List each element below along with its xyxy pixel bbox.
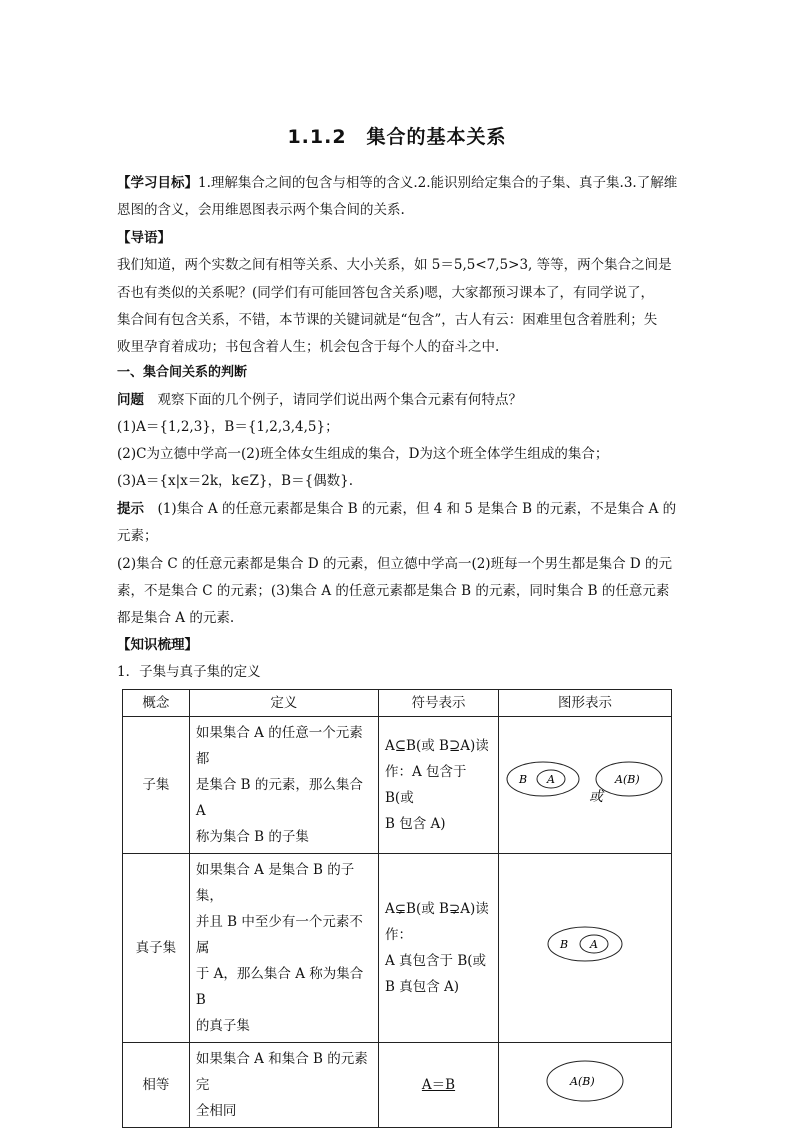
learning-goals-label: 【学习目标】	[117, 175, 198, 191]
concept-cell: 真子集	[123, 854, 190, 1043]
table-row-proper-subset	[123, 854, 672, 1043]
figure-cell	[499, 717, 672, 854]
set-ab-label: A(B)	[570, 1074, 595, 1088]
intro-line: 我们知道，两个实数之间有相等关系、大小关系，如 5＝5,5<7,5>3, 等等，两个集合之间是	[117, 257, 672, 273]
header-concept: 概念	[123, 690, 190, 717]
subsection-heading: 1．子集与真子集的定义	[117, 664, 261, 680]
definition-line: 如果集合 A 的任意一个元素都	[195, 725, 363, 767]
definition-line: 并且 B 中至少有一个元素不属	[195, 914, 363, 956]
example-item: (2)C为立德中学高一(2)班全体女生组成的集合，D为这个班全体学生组成的集合；	[117, 446, 609, 462]
definition-cell	[189, 1043, 378, 1128]
set-b-ellipse	[507, 762, 579, 796]
hint-label: 提示	[117, 501, 144, 517]
page-title: 1.1.2 集合的基本关系	[287, 126, 507, 148]
symbol-line: A⊊B(或 B⊋A)读作：	[385, 901, 489, 943]
figure-cell	[499, 854, 672, 1043]
header-definition: 定义	[189, 690, 378, 717]
set-a-label: A	[590, 937, 598, 951]
header-figure: 图形表示	[499, 690, 672, 717]
symbol-cell	[379, 717, 499, 854]
hint-line: (2)集合 C 的任意元素都是集合 D 的元素，但立德中学高一(2)班每一个男生都是集合 D 的元	[117, 556, 672, 572]
intro-line: 败里孕育着成功；书包含着人生；机会包含于每个人的奋斗之中.	[117, 339, 500, 355]
question	[117, 391, 683, 409]
table-row-equal	[123, 1043, 672, 1128]
set-a-label: A	[547, 772, 555, 786]
definition-line: 全相同	[195, 1103, 237, 1119]
concept-cell: 相等	[123, 1043, 190, 1128]
set-b-label: B	[519, 772, 528, 786]
definition-line: 是集合 B 的元素，那么集合 A	[195, 777, 363, 819]
symbol-line: A 真包含于 B(或	[385, 953, 487, 969]
question-text: 观察下面的几个例子，请同学们说出两个集合元素有何特点？	[144, 392, 522, 408]
example-item: (1)A＝{1,2,3}，B＝{1,2,3,4,5}；	[117, 419, 339, 435]
hint-line: 元素；	[117, 528, 158, 544]
symbol-cell	[379, 854, 499, 1043]
figure-cell	[499, 1043, 672, 1128]
or-label: 或	[589, 788, 603, 805]
venn-diagram-equal	[540, 1056, 630, 1106]
definition-cell	[189, 717, 378, 854]
concept-cell: 子集	[123, 717, 190, 854]
hint-line	[117, 500, 683, 518]
header-symbol: 符号表示	[379, 690, 499, 717]
definition-table	[122, 689, 672, 1128]
symbol-line: 作：A 包含于 B(或	[385, 764, 467, 806]
definition-cell	[189, 854, 378, 1043]
definition-line: 的真子集	[195, 1018, 250, 1034]
example-item: (3)A＝{x|x＝2k，k∈Z}，B＝{偶数}.	[117, 473, 354, 489]
hint-line: 都是集合 A 的元素.	[117, 610, 235, 626]
hint-text: (1)集合 A 的任意元素都是集合 B 的元素，但 4 和 5 是集合 B 的元素，不是集合 A 的	[144, 501, 677, 517]
symbol-cell	[379, 1043, 499, 1128]
symbol-line: A＝B	[421, 1077, 456, 1093]
venn-diagram-subset	[505, 751, 665, 811]
venn-diagram-proper-subset	[540, 919, 630, 969]
intro-line: 否也有类似的关系呢？(同学们有可能回答包含关系)嗯，大家都预习课本了，有同学说了，	[117, 285, 655, 301]
table-header-row	[123, 690, 672, 717]
intro-line: 集合间有包含关系，不错，本节课的关键词就是“包含”，古人有云：困难里包含着胜利；失	[117, 312, 658, 328]
definition-line: 如果集合 A 是集合 B 的子集，	[195, 862, 355, 904]
intro-label: 【导语】	[117, 230, 171, 246]
question-label: 问题	[117, 392, 144, 408]
knowledge-label: 【知识梳理】	[117, 637, 198, 653]
set-ab-label: A(B)	[615, 772, 640, 786]
learning-goals-text1: 1.理解集合之间的包含与相等的含义.2.能识别给定集合的子集、真子集.3.了解维	[198, 175, 678, 191]
symbol-line: A⊆B(或 B⊇A)读	[385, 738, 489, 754]
set-b-label: B	[560, 937, 569, 951]
hint-line: 素，不是集合 C 的元素；(3)集合 A 的任意元素都是集合 B 的元素，同时集合 B 的任意元素	[117, 583, 670, 599]
definition-line: 称为集合 B 的子集	[195, 829, 309, 845]
learning-goals-line2: 恩图的含义，会用维恩图表示两个集合间的关系.	[117, 202, 405, 218]
symbol-line: B 包含 A)	[385, 816, 446, 832]
section-heading: 一、集合间关系的判断	[117, 365, 248, 380]
definition-line: 如果集合 A 和集合 B 的元素完	[195, 1051, 368, 1093]
table-row-subset	[123, 717, 672, 854]
definition-line: 于 A，那么集合 A 称为集合 B	[195, 966, 364, 1008]
symbol-line: B 真包含 A)	[385, 979, 460, 995]
learning-goals-line1	[117, 174, 683, 192]
